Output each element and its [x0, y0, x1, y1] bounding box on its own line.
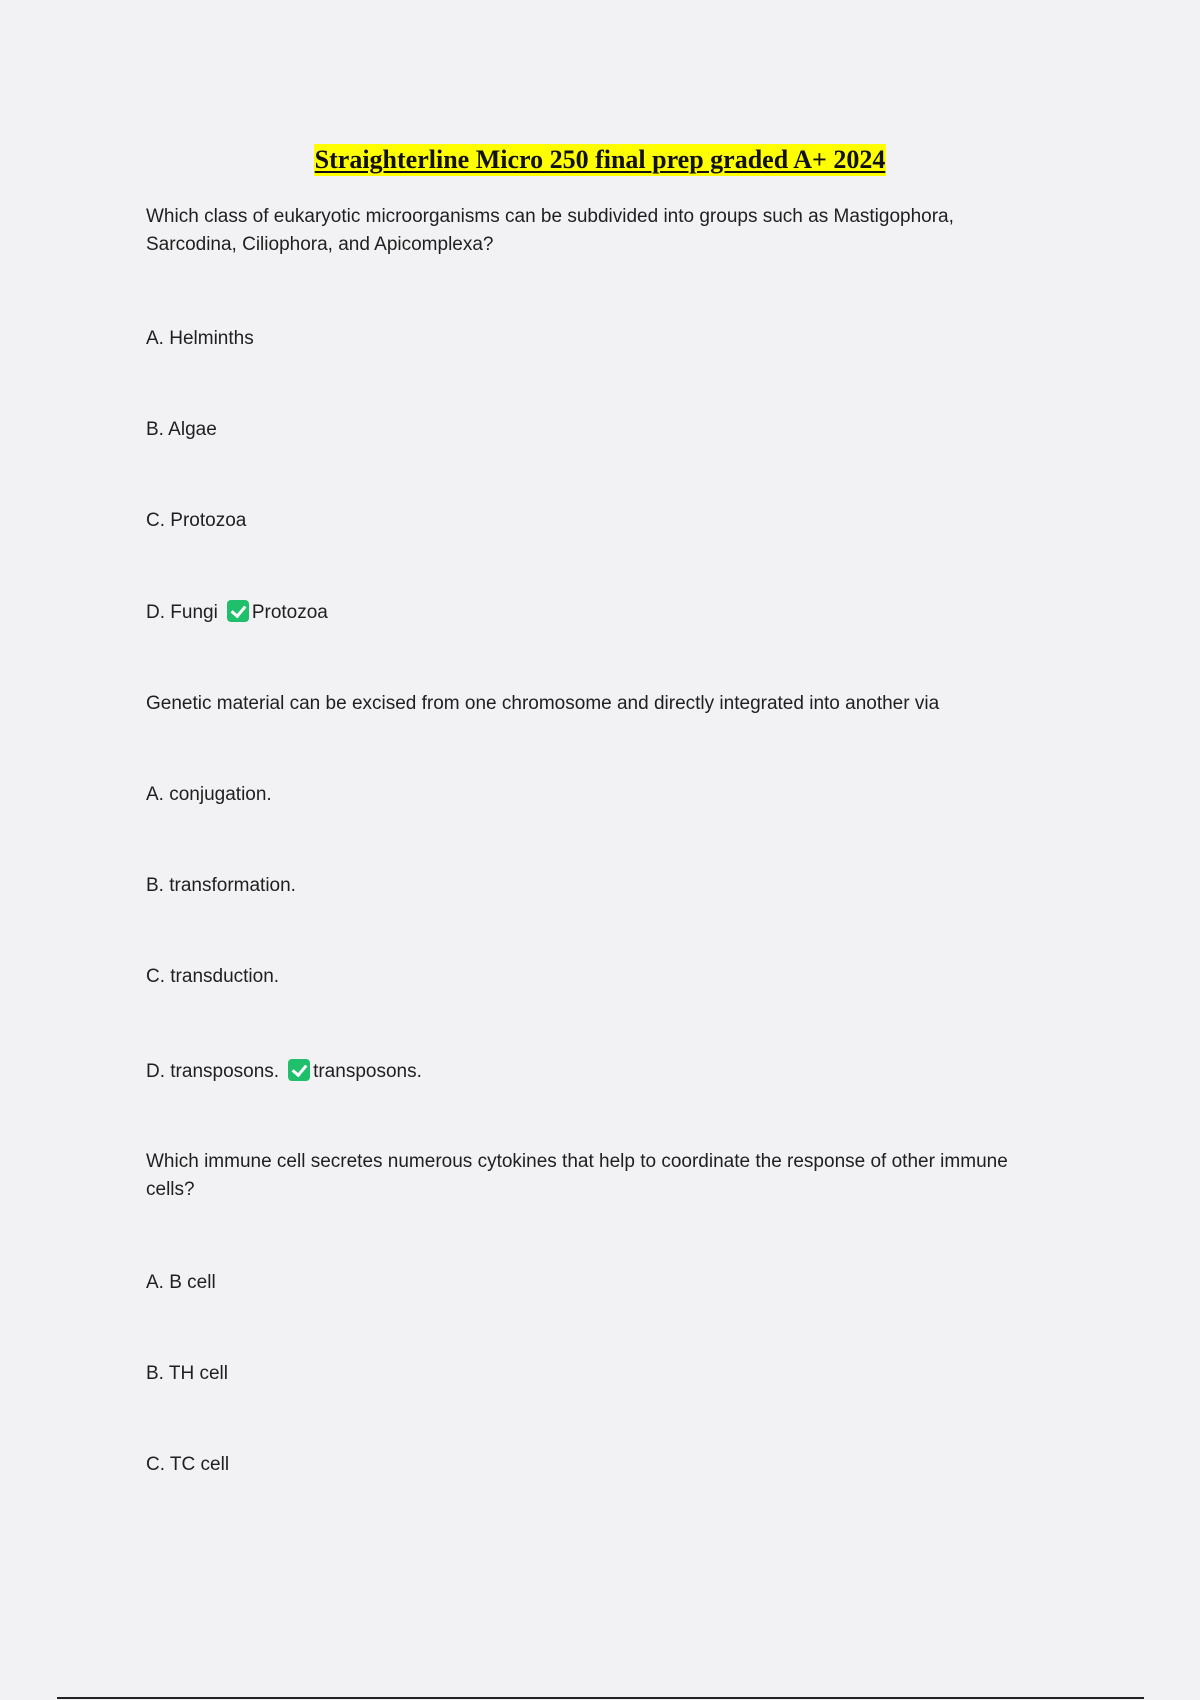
question-2-option-d: D. transposons. [146, 1061, 280, 1082]
check-mark-icon [288, 1059, 310, 1081]
check-mark-icon [227, 600, 249, 622]
question-3-option-b: B. TH cell [146, 1363, 229, 1384]
question-1-option-d: D. Fungi [146, 602, 218, 623]
question-2-answer: transposons. [313, 1061, 422, 1082]
question-1-option-c: C. Protozoa [146, 510, 247, 531]
question-2-option-d-row [146, 1058, 1026, 1086]
title-container [0, 144, 1200, 176]
question-2-option-b: B. transformation. [146, 875, 296, 896]
question-3-option-a: A. B cell [146, 1272, 216, 1293]
question-1-option-b: B. Algae [146, 419, 217, 440]
question-2-option-a: A. conjugation. [146, 784, 272, 805]
document-title: Straighterline Micro 250 final prep graded A+ 2024 [314, 145, 886, 174]
question-1-answer: Protozoa [251, 602, 328, 623]
question-1-option-a: A. Helminths [146, 328, 254, 349]
page-bottom-divider [57, 1697, 1144, 1699]
question-3-text: Which immune cell secretes numerous cytokines that help to coordinate the response of other immune cells? [146, 1151, 1008, 1200]
question-2-text: Genetic material can be excised from one chromosome and directly integrated into another via [146, 693, 940, 714]
question-3-option-c: C. TC cell [146, 1454, 230, 1475]
question-2-option-c: C. transduction. [146, 966, 280, 987]
question-1-option-d-row [146, 599, 1026, 627]
question-1-text: Which class of eukaryotic microorganisms can be subdivided into groups such as Mastigophora, Sarcodina, Ciliophora, and Apicomplexa? [146, 206, 954, 255]
